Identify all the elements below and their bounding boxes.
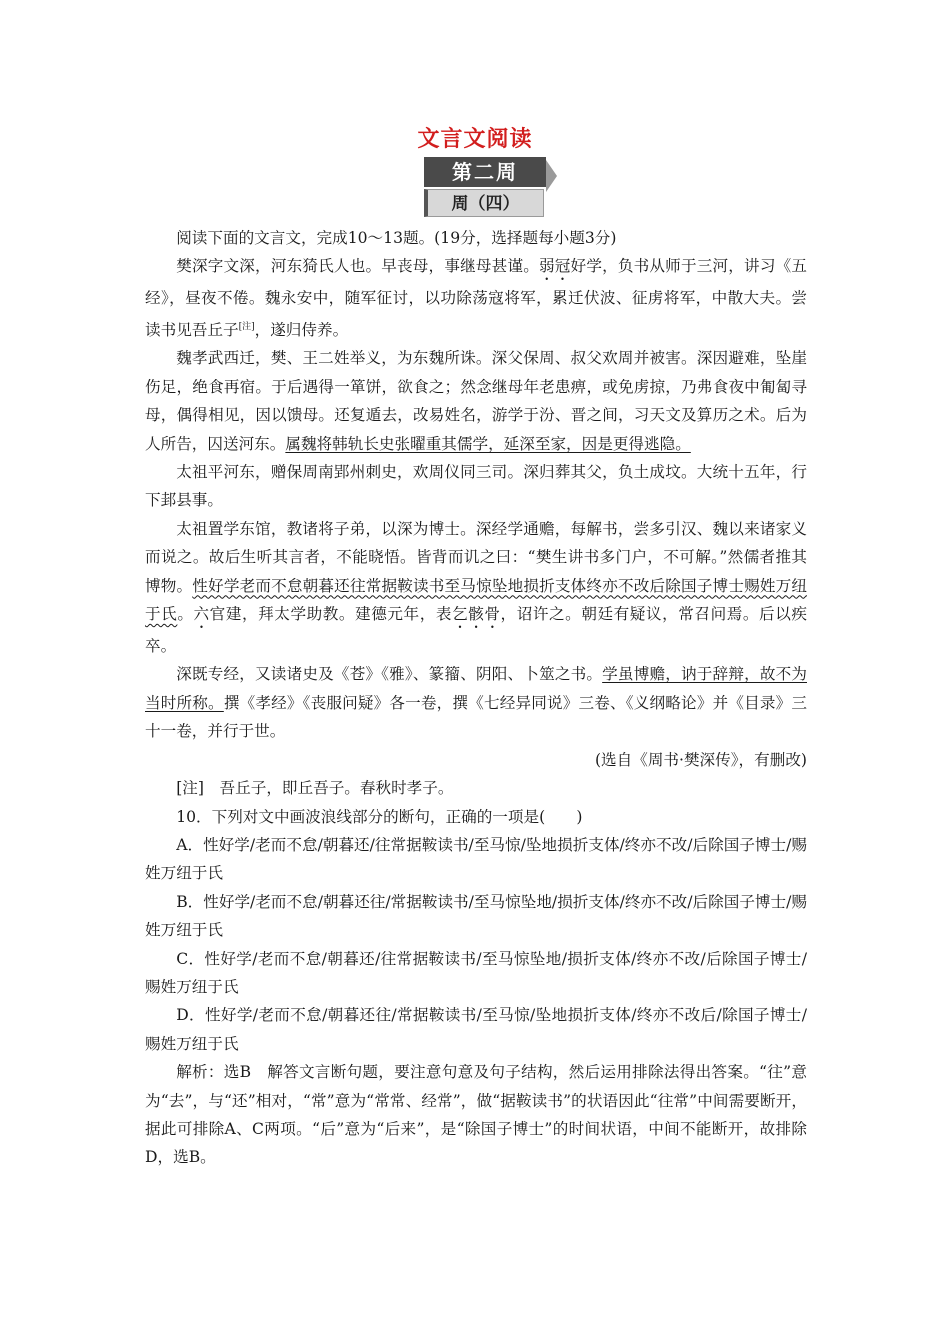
footnote: [注] 吾丘子，即丘吾子。春秋时孝子。 <box>176 779 454 798</box>
passage-paragraph-4: 太祖置学东馆，教诸将子弟，以深为博士。深经学通赡，每解书，尝多引汉、魏以来诸家义而说之。故后生听其言者，不能晓悟。皆背而讥之曰：“樊生讲书多门户，不可解。”然儒者推其博物。性好学老而不怠朝暮还往常据鞍读书至马惊坠地损折支体终亦不改后除国子博士赐姓万纽于氏。六官建，拜太学助教。建德元年，表乞骸骨，诏许之。朝廷有疑议，常召问焉。后以疾卒。 <box>145 519 807 656</box>
passage-paragraph-1: 樊深字文深，河东猗氏人也。早丧母，事继母甚谨。弱冠好学，负书从师于三河，讲习《五经》，昼夜不倦。魏永安中，随军征讨，以功除荡寇将军，累迁伏波、征虏将军，中散大夫。尝读书见吾丘子[注]，遂归侍养。 <box>145 257 807 339</box>
emphasis-char: 六 <box>193 605 210 624</box>
passage-paragraph-5: 深既专经，又读诸史及《苍》《雅》、篆籀、阴阳、卜筮之书。学虽博赡，讷于辞辩，故不为当时所称。撰《孝经》《丧服问疑》各一卷，撰《七经异同说》三卷、《义纲略论》并《目录》三十一卷，并行于世。 <box>145 665 807 741</box>
emphasis-char: 骸 <box>468 605 485 624</box>
option-d: D．性好学/老而不怠/朝暮还往/常据鞍读书/至马惊/坠地损折支体/终亦不改后/除国子博士/赐姓万纽于氏 <box>145 1006 807 1053</box>
underlined-sentence: 属魏将韩轨长史张曜重其儒学，延深至家，因是更得逃隐。 <box>285 434 691 453</box>
emphasis-char: 弱 <box>538 257 555 276</box>
passage-paragraph-2: 魏孝武西迁，樊、王二姓举义，为东魏所诛。深父保周、叔父欢周并被害。深因避难，坠崖伤足，绝食再宿。于后遇得一箪饼，欲食之；然念继母年老患痹，或免虏掠，乃弗食夜中匍匐寻母，偶得相见，因以馈母。还复遁去，改易姓名，游学于汾、晋之间，习天文及算历之术。后为人所告，囚送河东。属魏将韩轨长史张曜重其儒学，延深至家，因是更得逃隐。 <box>145 349 807 453</box>
source-citation: (选自《周书·樊深传》，有删改) <box>594 750 807 769</box>
badge-arrow-icon <box>546 160 557 192</box>
option-a: A．性好学/老而不怠/朝暮还/往常据鞍读书/至马惊/坠地损折支体/终亦不改/后除国子博士/赐姓万纽于氏 <box>145 835 807 883</box>
page-title: 文言文阅读 <box>417 126 533 152</box>
emphasis-char: 骨 <box>484 605 501 624</box>
wavy-underlined-text: 性好学老而不怠朝暮还往常据鞍读书至马惊坠地损折支体终亦不改后除国子博士赐姓万纽于氏 <box>145 576 807 624</box>
option-c: C．性好学/老而不怠/朝暮还/往常据鞍读书/至马惊坠地/损折支体/终亦不改/后除国子博士/赐姓万纽于氏 <box>145 949 807 996</box>
question-stem: 10．下列对文中画波浪线部分的断句，正确的一项是( ) <box>176 807 583 826</box>
option-b: B．性好学/老而不怠/朝暮还往/常据鞍读书/至马惊坠地/损折支体/终亦不改/后除国子博士/赐姓万纽于氏 <box>145 892 807 940</box>
underlined-sentence: 学虽博赡，讷于辞辩，故不为当时所称。 <box>145 665 807 712</box>
day-badge: 周（四） <box>424 189 544 217</box>
emphasis-char: 冠 <box>554 257 571 276</box>
week-badge: 第二周 <box>424 157 546 187</box>
document-body <box>145 224 807 1172</box>
emphasis-char: 乞 <box>452 605 469 624</box>
note-marker: [注] <box>238 321 255 332</box>
intro-text: 阅读下面的文言文，完成10～13题。(19分，选择题每小题3分) <box>176 229 617 247</box>
answer-analysis: 解析：选B 解答文言断句题，要注意句意及句子结构，然后运用排除法得出答案。“往”意为“去”，与“还”相对，“常”意为“常常、经常”，做“据鞍读书”的状语因此“往常”中间需要断开，据此可排除A、C两项。“后”意为“后来”，是“除国子博士”的时间状语，中间不能断开，故排除D，选B。 <box>145 1063 807 1167</box>
passage-paragraph-3: 太祖平河东，赠保周南郢州刺史，欢周仪同三司。深归葬其父，负土成坟。大统十五年，行下邽县事。 <box>145 463 807 510</box>
